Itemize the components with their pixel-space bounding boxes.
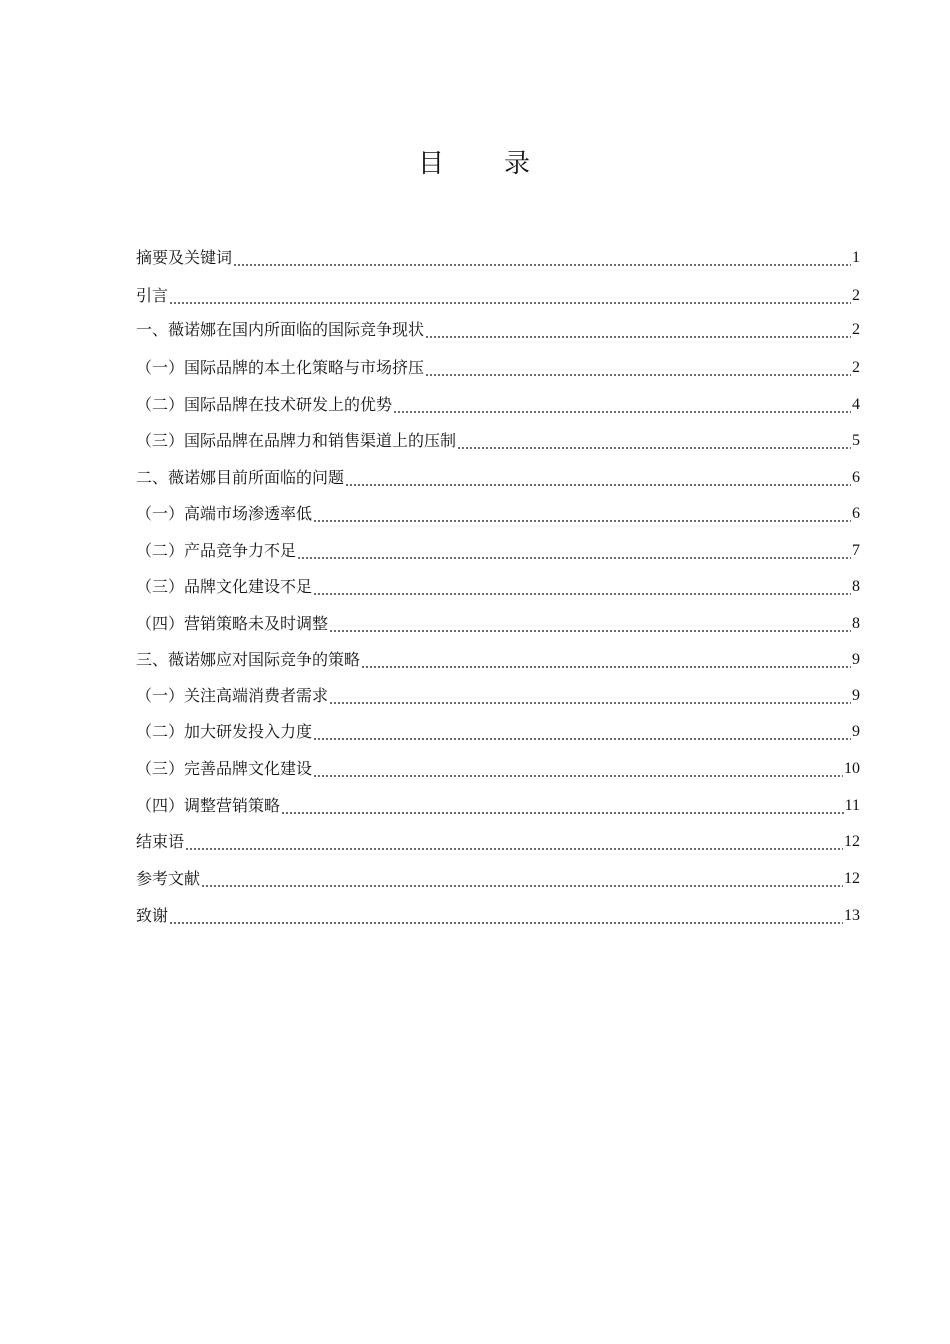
toc-entry-page: 7 (852, 542, 860, 559)
toc-entry-label: （二）国际品牌在技术研发上的优势 (136, 395, 393, 414)
dot-leader (281, 796, 844, 816)
toc-entry-page: 8 (852, 578, 860, 595)
toc-entry[interactable] (136, 270, 860, 306)
title-char-lu: 录 (504, 149, 533, 179)
dot-leader (425, 358, 851, 378)
toc-entry[interactable] (136, 232, 860, 268)
dot-leader (345, 468, 851, 488)
toc-entry[interactable] (136, 452, 860, 488)
dot-leader (393, 395, 851, 415)
toc-entry-page: 10 (844, 760, 860, 777)
dot-leader (297, 541, 851, 561)
dot-leader (361, 650, 851, 670)
dot-leader (233, 248, 851, 268)
toc-entry-page: 5 (852, 432, 860, 449)
toc-entry[interactable] (136, 853, 860, 889)
toc-entry-label: （一）高端市场渗透率低 (136, 504, 313, 523)
toc-entry-label: 一、薇诺娜在国内所面临的国际竞争现状 (136, 320, 425, 339)
dot-leader (457, 431, 851, 451)
toc-entry-page: 1 (852, 249, 860, 266)
toc-entry-label: 二、薇诺娜目前所面临的问题 (136, 468, 345, 487)
page-title (0, 144, 950, 184)
dot-leader (313, 759, 843, 779)
dot-leader (169, 906, 843, 926)
dot-leader (169, 286, 851, 306)
dot-leader (329, 686, 851, 706)
toc-entry[interactable] (136, 634, 860, 670)
toc-entry-label: （三）完善品牌文化建设 (136, 759, 313, 778)
toc-entry-page: 9 (852, 687, 860, 704)
toc-entry-label: （一）国际品牌的本土化策略与市场挤压 (136, 358, 425, 377)
toc-entry-label: （四）营销策略未及时调整 (136, 614, 329, 633)
toc-entry-label: 三、薇诺娜应对国际竞争的策略 (136, 650, 361, 669)
toc-entry-page: 9 (852, 723, 860, 740)
title-char-mu: 目 (417, 149, 446, 179)
dot-leader (313, 722, 851, 742)
toc-entry-label: 致谢 (136, 906, 169, 925)
toc-entry-label: （三）国际品牌在品牌力和销售渠道上的压制 (136, 431, 457, 450)
toc-entry[interactable] (136, 488, 860, 524)
dot-leader (185, 832, 843, 852)
toc-entry-page: 2 (852, 287, 860, 304)
toc-entry-page: 6 (852, 469, 860, 486)
toc-entry-page: 4 (852, 396, 860, 413)
dot-leader (329, 614, 851, 634)
toc-entry-label: 摘要及关键词 (136, 248, 233, 267)
dot-leader (313, 577, 851, 597)
toc-entry[interactable] (136, 342, 860, 378)
toc-entry[interactable] (136, 743, 860, 779)
dot-leader (313, 504, 851, 524)
toc-entry-page: 11 (844, 797, 860, 814)
toc-entry[interactable] (136, 816, 860, 852)
toc-entry[interactable] (136, 525, 860, 561)
toc-entry-page: 12 (844, 833, 860, 850)
toc-entry[interactable] (136, 379, 860, 415)
toc-entry-page: 2 (852, 321, 860, 338)
toc-entry-label: （一）关注高端消费者需求 (136, 686, 329, 705)
toc-entry[interactable] (136, 670, 860, 706)
toc-entry-label: （三）品牌文化建设不足 (136, 577, 313, 596)
dot-leader (201, 869, 843, 889)
toc-entry[interactable] (136, 304, 860, 340)
toc-entry-page: 6 (852, 505, 860, 522)
toc-entry[interactable] (136, 890, 860, 926)
toc-entry-page: 2 (852, 359, 860, 376)
toc-entry-page: 12 (844, 870, 860, 887)
toc-entry-label: （二）加大研发投入力度 (136, 722, 313, 741)
dot-leader (425, 320, 851, 340)
toc-entry-label: （四）调整营销策略 (136, 796, 281, 815)
toc-entry-page: 8 (852, 615, 860, 632)
toc-entry-label: 结束语 (136, 832, 185, 851)
toc-entry-label: 引言 (136, 286, 169, 305)
toc-entry-label: （二）产品竞争力不足 (136, 541, 297, 560)
toc-entry-label: 参考文献 (136, 869, 201, 888)
toc-entry[interactable] (136, 706, 860, 742)
toc-entry-page: 13 (844, 907, 860, 924)
toc-entry[interactable] (136, 561, 860, 597)
toc-entry[interactable] (136, 780, 860, 816)
toc-entry-page: 9 (852, 651, 860, 668)
toc-entry[interactable] (136, 415, 860, 451)
toc-entry[interactable] (136, 598, 860, 634)
